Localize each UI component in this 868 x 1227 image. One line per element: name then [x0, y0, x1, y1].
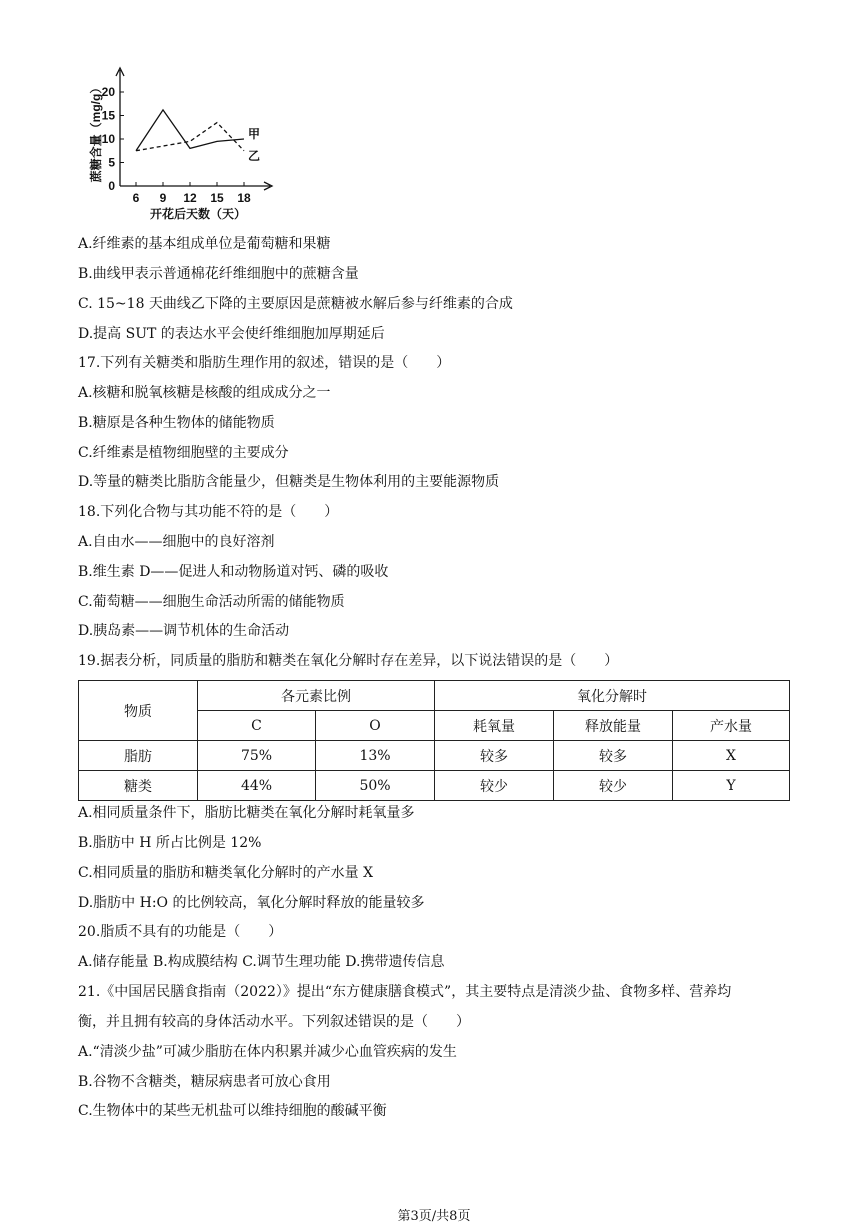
- y-tick-label: 0: [108, 179, 115, 193]
- table-cell: 较少: [554, 771, 673, 801]
- option-line: A.核糖和脱氧核糖是核酸的组成成分之一: [78, 385, 331, 401]
- table-cell: Y: [673, 771, 790, 801]
- table-cell: 较多: [554, 741, 673, 771]
- option-line: A.储存能量 B.构成膜结构 C.调节生理功能 D.携带遗传信息: [78, 954, 445, 970]
- table-header: 释放能量: [554, 711, 673, 741]
- table-cell: 44%: [198, 771, 316, 801]
- table-cell: 较多: [435, 741, 554, 771]
- x-tick-label: 9: [159, 191, 167, 205]
- option-line: D.脂肪中 H:O 的比例较高，氧化分解时释放的能量较多: [78, 895, 425, 911]
- option-line: C.葡萄糖——细胞生命活动所需的储能物质: [78, 594, 345, 610]
- option-line: D.胰岛素——调节机体的生命活动: [78, 623, 290, 639]
- table-cell: 较少: [435, 771, 554, 801]
- sucrose-line-chart: [78, 62, 288, 227]
- table-row: [79, 771, 790, 801]
- y-tick-label: 15: [101, 108, 115, 123]
- table-cell: 50%: [316, 771, 435, 801]
- table-cell: 75%: [198, 741, 316, 771]
- question-20: 20.脂质不具有的功能是（ ）: [78, 924, 283, 940]
- option-line: C.相同质量的脂肪和糖类氧化分解时的产水量 X: [78, 865, 374, 881]
- option-line: D.等量的糖类比脂肪含能量少，但糖类是生物体利用的主要能源物质: [78, 474, 500, 490]
- chart-labels: [88, 82, 260, 221]
- table-header: 物质: [79, 681, 198, 741]
- table-header: O: [316, 711, 435, 741]
- option-line: B.维生素 D——促进人和动物肠道对钙、磷的吸收: [78, 564, 389, 580]
- x-axis-label: 开花后天数（天）: [149, 207, 247, 221]
- y-tick-label: 20: [101, 85, 115, 99]
- option-line: B.糖原是各种生物体的储能物质: [78, 415, 275, 431]
- series-label: 甲: [248, 127, 261, 141]
- option-line: C. 15~18 天曲线乙下降的主要原因是蔗糖被水解后参与纤维素的合成: [78, 296, 513, 312]
- table-cell: 13%: [316, 741, 435, 771]
- table-header: 产水量: [673, 711, 790, 741]
- chart-series: [136, 110, 244, 151]
- y-axis-label: 蔗糖含量（mg/g）: [89, 81, 103, 183]
- table-header: C: [198, 711, 316, 741]
- x-tick-label: 18: [237, 191, 251, 205]
- question-21-cont: 衡，并且拥有较高的身体活动水平。下列叙述错误的是（ ）: [78, 1014, 470, 1030]
- option-line: A.“清淡少盐”可减少脂肪在体内积累并减少心血管疾病的发生: [78, 1044, 457, 1060]
- option-line: A.相同质量条件下，脂肪比糖类在氧化分解时耗氧量多: [78, 805, 415, 821]
- option-line: B.脂肪中 H 所占比例是 12%: [78, 835, 262, 851]
- table-cell: 糖类: [79, 771, 198, 801]
- y-tick-label: 5: [108, 155, 115, 170]
- x-tick-label: 15: [210, 191, 224, 205]
- question-19: 19.据表分析，同质量的脂肪和糖类在氧化分解时存在差异，以下说法错误的是（ ）: [78, 653, 619, 669]
- series-label: 乙: [248, 148, 261, 163]
- option-line: B.曲线甲表示普通棉花纤维细胞中的蔗糖含量: [78, 266, 359, 282]
- option-line: D.提高 SUT 的表达水平会使纤维细胞加厚期延后: [78, 326, 385, 342]
- table-row: [79, 741, 790, 771]
- page-footer: 第3页/共8页: [397, 1209, 471, 1224]
- option-line: A.自由水——细胞中的良好溶剂: [78, 534, 275, 550]
- x-tick-label: 6: [132, 191, 140, 205]
- chart-ticks: [102, 85, 251, 205]
- question-21: 21.《中国居民膳食指南（2022）》提出“东方健康膳食模式”，其主要特点是清淡少盐、食物多样、营养均: [78, 984, 732, 1000]
- series-line-jia: [136, 110, 244, 151]
- table-header: 耗氧量: [435, 711, 554, 741]
- option-line: C.纤维素是植物细胞壁的主要成分: [78, 445, 289, 461]
- y-tick-label: 10: [101, 132, 115, 146]
- table-header: 各元素比例: [198, 681, 435, 711]
- option-line: C.生物体中的某些无机盐可以维持细胞的酸碱平衡: [78, 1103, 387, 1119]
- table-cell: 脂肪: [79, 741, 198, 771]
- element-ratio-table: [78, 680, 790, 801]
- x-tick-label: 12: [183, 191, 197, 205]
- option-line: B.谷物不含糖类，糖尿病患者可放心食用: [78, 1074, 331, 1090]
- option-line: A.纤维素的基本组成单位是葡萄糖和果糖: [78, 236, 331, 252]
- table-header: 氧化分解时: [435, 681, 790, 711]
- question-17: 17.下列有关糖类和脂肪生理作用的叙述，错误的是（ ）: [78, 355, 451, 371]
- question-18: 18.下列化合物与其功能不符的是（ ）: [78, 504, 339, 520]
- table-cell: X: [673, 741, 790, 771]
